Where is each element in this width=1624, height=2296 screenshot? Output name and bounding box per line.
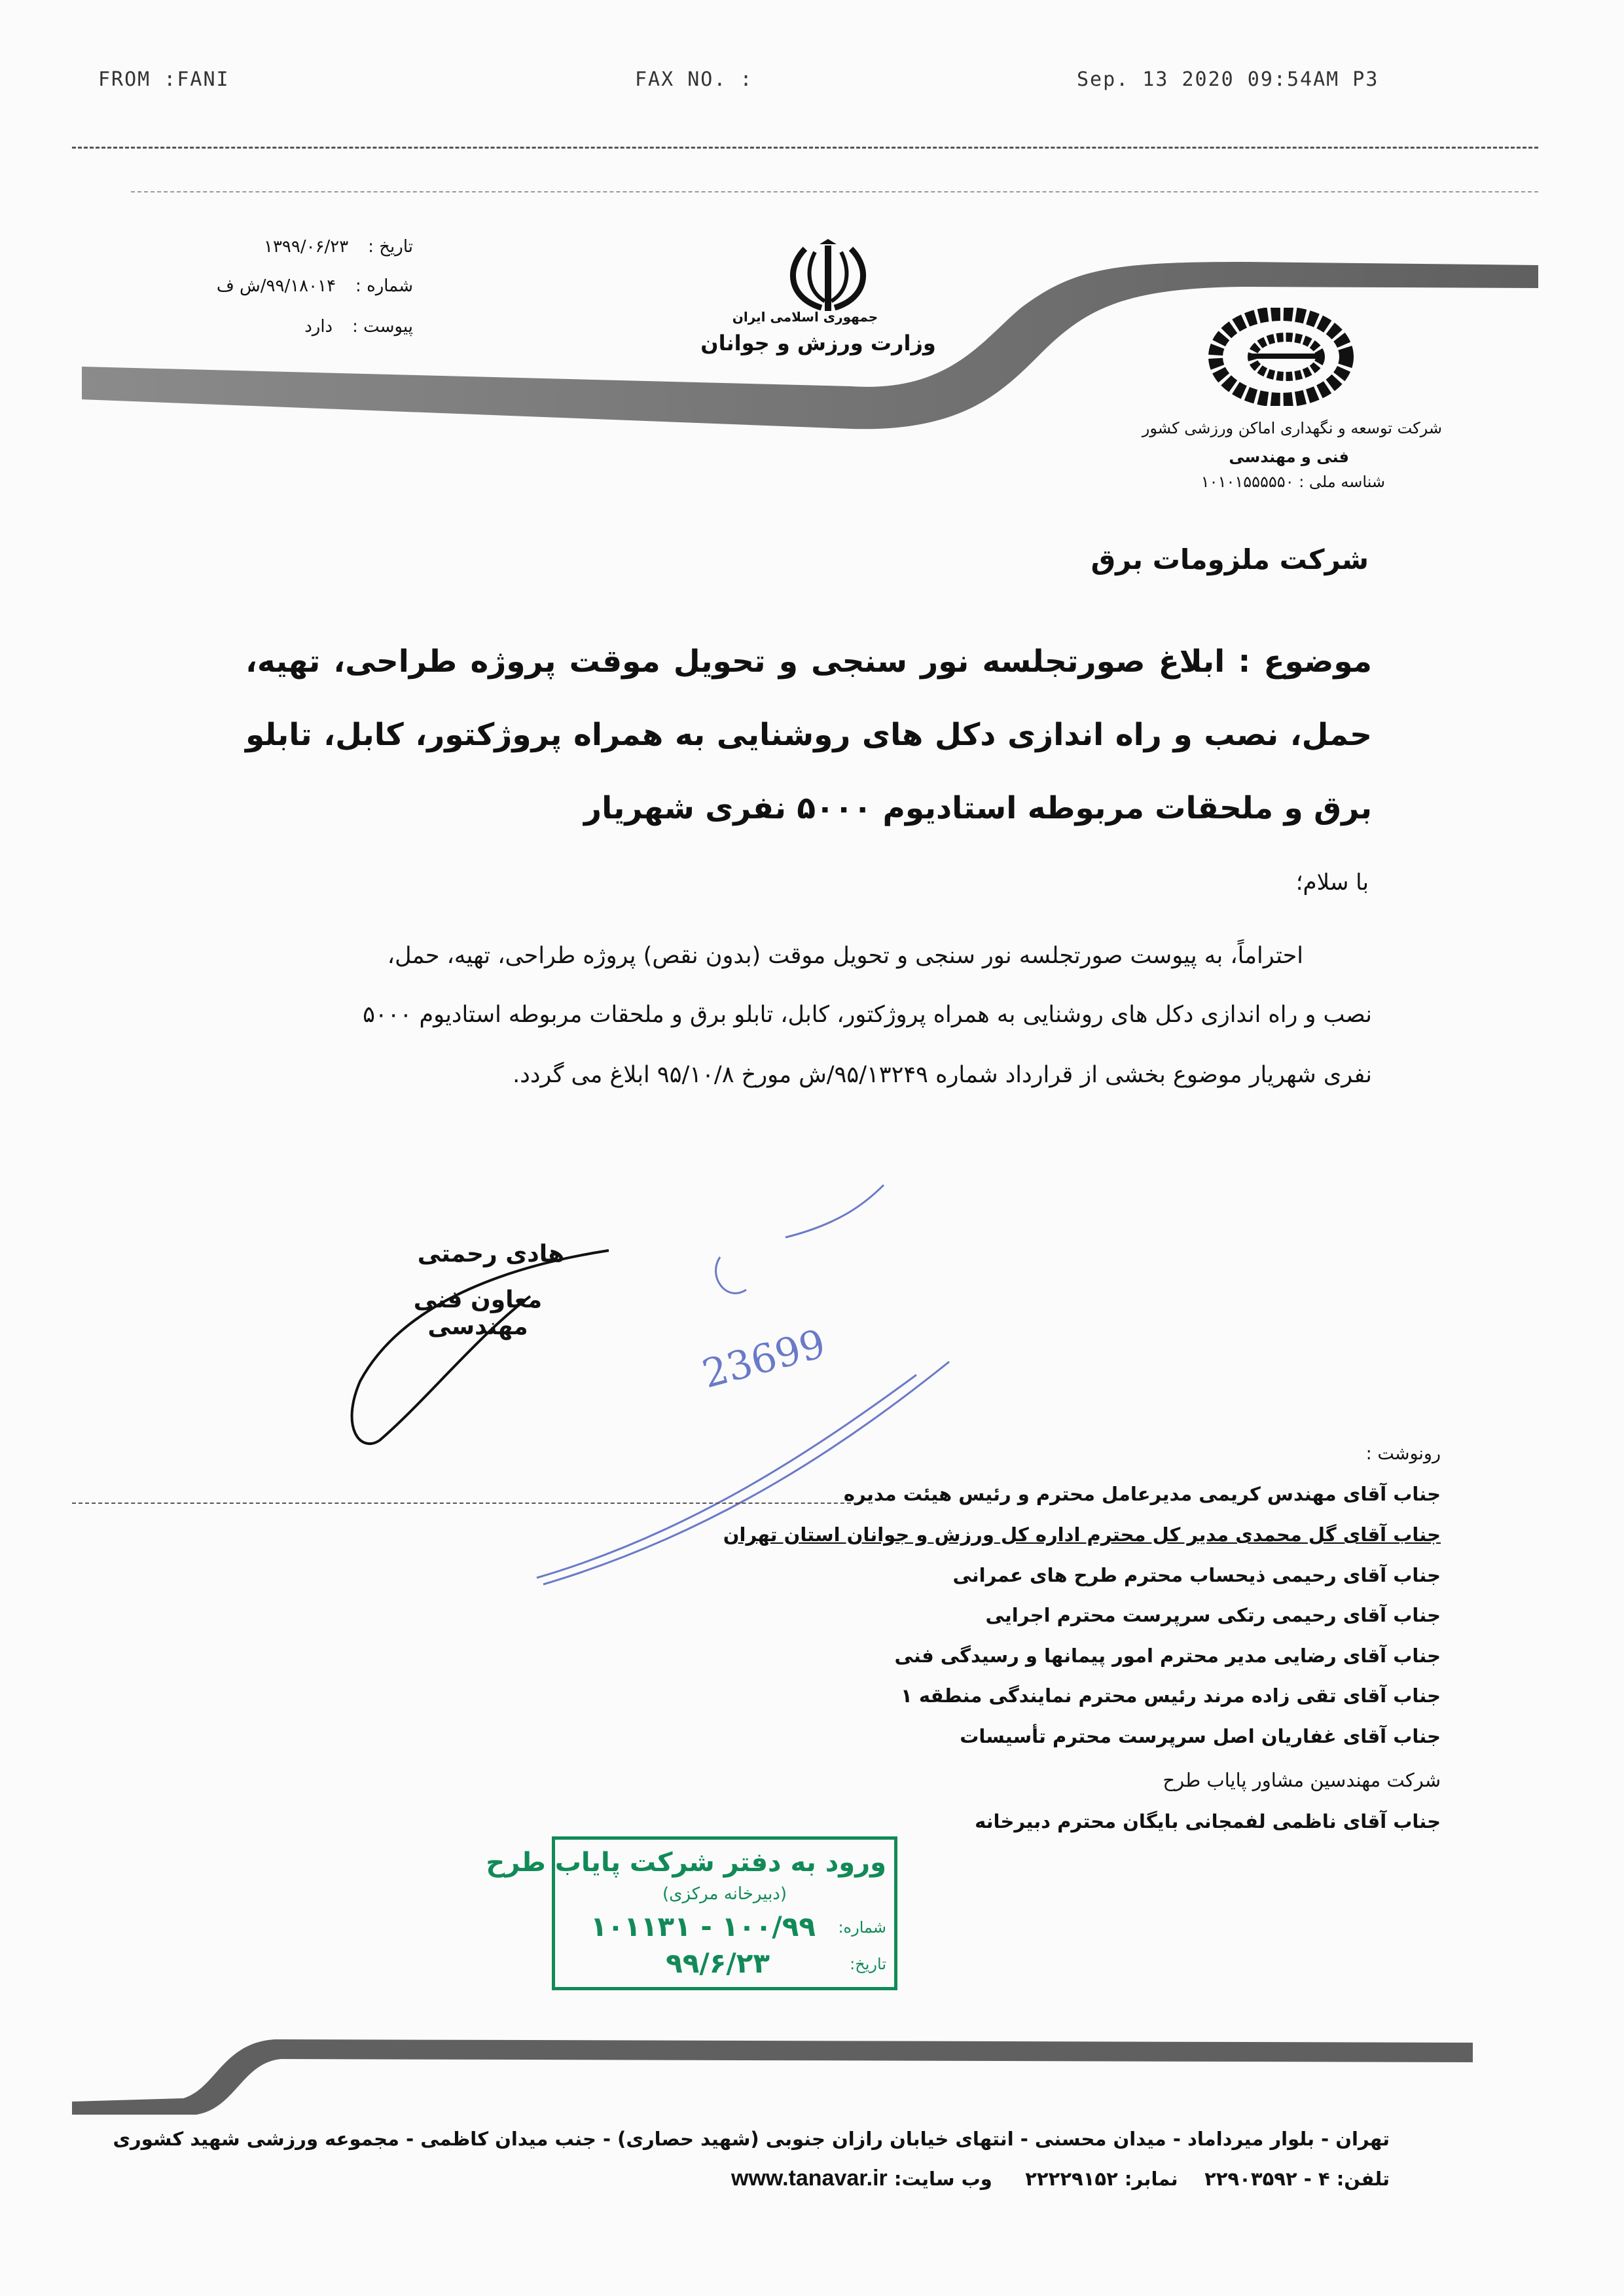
body-line: نصب و راه اندازی دکل های روشنایی به همراه پروژکتور، کابل، تابلو برق و ملحقات مربوطه استادیوم ۵۰۰۰	[363, 1002, 1372, 1028]
stamp-date-value: ۹۹/۶/۲۳	[666, 1947, 770, 1979]
cc-item: جناب آقای گل محمدی مدیر کل محترم اداره کل ورزش و جوانان استان تهران	[723, 1523, 1441, 1546]
national-id: شناسه ملی : ۱۰۱۰۱۵۵۵۵۵۰	[1200, 473, 1385, 491]
meta-attachment: پیوست :دارد	[304, 317, 413, 337]
footer-phone: تلفن: ۴ - ۲۲۹۰۳۵۹۲	[1204, 2168, 1390, 2190]
fax-from: FROM :FANI	[98, 68, 230, 91]
footer-band	[0, 2023, 1624, 2128]
stamp-number-label: شماره:	[838, 1918, 886, 1937]
stamp-title: ورود به دفتر شرکت پایاب طرح	[486, 1848, 886, 1878]
cc-item: جناب آقای مهندس کریمی مدیرعامل محترم و رئیس هیئت مدیره	[843, 1483, 1441, 1505]
body-line: احتراماً، به پیوست صورتجلسه نور سنجی و تحویل موقت (بدون نقص) پروژه طراحی، تهیه، حمل،	[387, 943, 1303, 969]
stamp-number-value: ۱۰۰/۹۹ - ۱۰۱۱۳۱	[590, 1910, 816, 1942]
signature-and-handwriting	[327, 1165, 982, 1624]
fax-number: FAX NO. :	[635, 68, 753, 91]
subject: موضوع : ابلاغ صورتجلسه نور سنجی و تحویل موقت پروژه طراحی، تهیه، حمل، نصب و راه اندازی دکل های روشنایی به همراه پروژکتور، کابل، تابلو برق و ملحقات مربوطه استادیوم ۵۰۰۰ نفری شهریار	[245, 644, 1372, 826]
cc-item: شرکت مهندسین مشاور پایاب طرح	[1163, 1769, 1441, 1791]
body-line: نفری شهریار موضوع بخشی از قرارداد شماره ۹۵/۱۳۲۴۹/ش مورخ ۹۵/۱۰/۸ ابلاغ می گردد.	[513, 1062, 1372, 1088]
cc-item: جناب آقای غفاریان اصل سرپرست محترم تأسیسات	[960, 1725, 1441, 1747]
footer-address: تهران - بلوار میرداماد - میدان محسنی - انتهای خیابان رازان جنوبی (شهید حصاری) - جنب میدان کاظمی - مجموعه ورزشی شهید کشوری	[113, 2128, 1390, 2150]
ministry-name: وزارت ورزش و جوانان	[700, 331, 936, 355]
fax-datetime: Sep. 13 2020 09:54AM P3	[1077, 68, 1379, 91]
meta-number: شماره :۹۹/۱۸۰۱۴/ش ف	[216, 276, 413, 296]
recipient: شرکت ملزومات برق	[1091, 543, 1369, 575]
cc-label: رونوشت :	[1365, 1444, 1441, 1464]
cc-item: جناب آقای رحیمی ذیحساب محترم طرح های عمرانی	[952, 1564, 1441, 1586]
footer-website-label: وب سایت:	[893, 2168, 992, 2190]
footer-contact	[731, 2166, 1390, 2191]
cc-item: جناب آقای تقی زاده مرند رئیس محترم نمایندگی منطقه ۱	[901, 1685, 1441, 1707]
iran-emblem-icon	[785, 239, 871, 314]
footer-fax: نمابر: ۲۲۲۲۹۱۵۲	[1025, 2168, 1178, 2190]
country-name: جمهوری اسلامی ایران	[732, 309, 878, 325]
stamp-subtitle: (دبیرخانه مرکزی)	[662, 1884, 787, 1904]
received-stamp	[486, 1836, 897, 1990]
signatory-title: معاون فنی مهندسی	[413, 1286, 543, 1340]
cc-item: جناب آقای رحیمی رتکی سرپرست محترم اجرایی	[985, 1604, 1441, 1626]
handwritten-number: 23699	[697, 1321, 831, 1398]
cc-item: جناب آقای رضایی مدیر محترم امور پیمانها و رسیدگی فنی	[894, 1645, 1441, 1667]
stamp-date-label: تاریخ:	[850, 1955, 886, 1973]
cc-item: جناب آقای ناظمی لفمجانی بایگان محترم دبیرخانه	[975, 1810, 1441, 1832]
meta-date: تاریخ :۱۳۹۹/۰۶/۲۳	[263, 237, 413, 257]
company-name: شرکت توسعه و نگهداری اماکن ورزشی کشور	[1142, 419, 1442, 437]
signatory-name: هادی رحمتی	[417, 1241, 565, 1267]
divider	[72, 1503, 857, 1504]
company-oval-logo-icon	[1208, 308, 1355, 406]
header-band	[0, 0, 1624, 458]
footer-website[interactable]: www.tanavar.ir	[731, 2166, 888, 2191]
greeting: با سلام؛	[1295, 869, 1369, 896]
department-name: فنی و مهندسی	[1229, 448, 1349, 466]
